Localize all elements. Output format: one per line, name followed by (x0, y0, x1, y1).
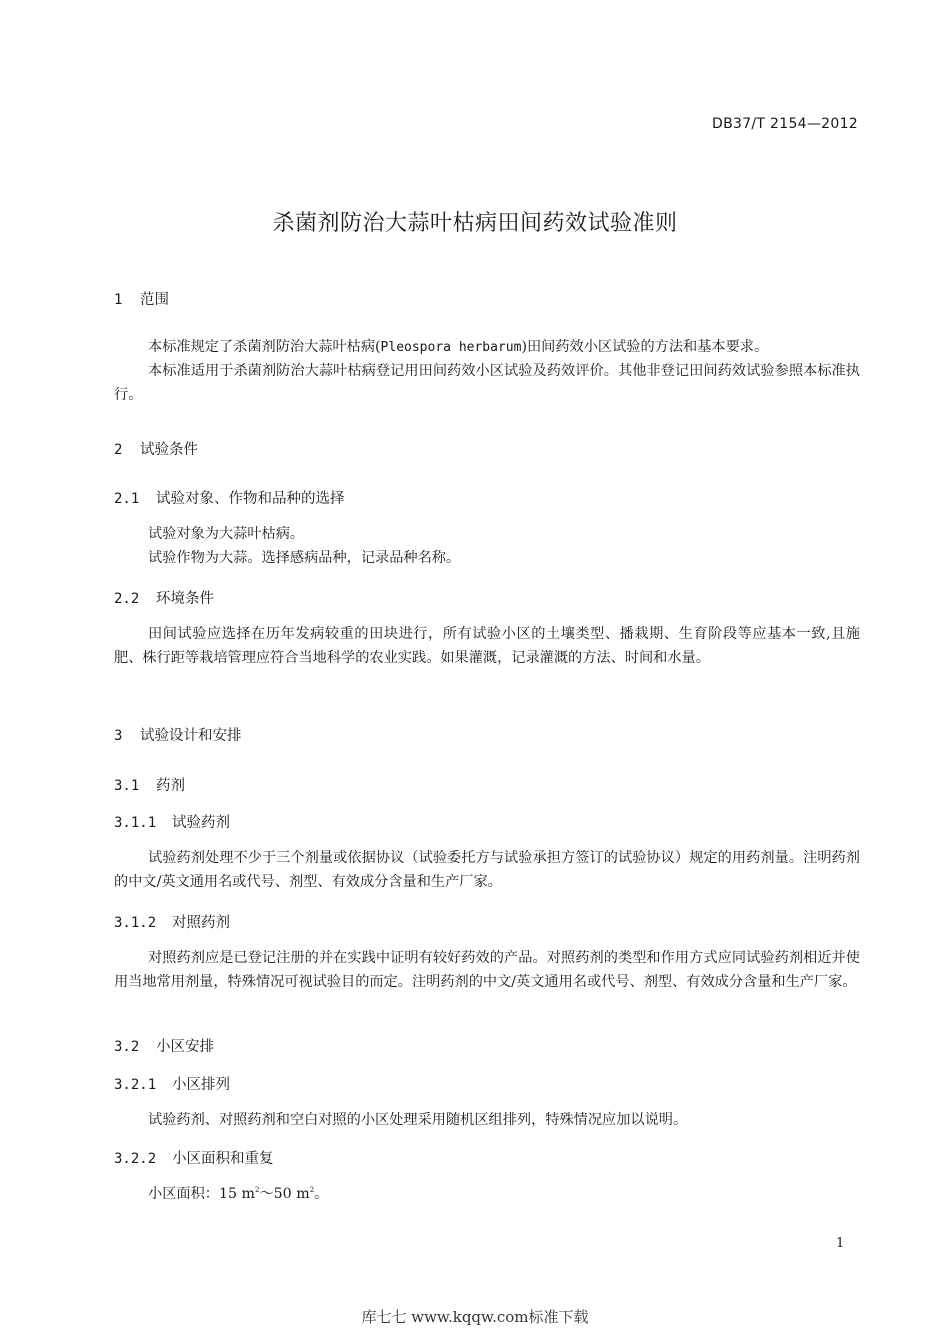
section-number: 3.1 (114, 778, 140, 794)
page-number: 1 (836, 1236, 845, 1251)
section-3-1-1-heading (114, 811, 230, 832)
section-3-1-1-paragraph-1: 试验药剂处理不少于三个剂量或依据协议（试验委托方与试验承担方签订的试验协议）规定的用药剂量。注明药剂的中文/英文通用名或代号、剂型、有效成分含量和生产厂家。 (114, 850, 860, 890)
section-number: 3 (114, 728, 123, 744)
section-title: 小区安排 (156, 1039, 214, 1055)
document-code: DB37/T 2154—2012 (712, 116, 858, 132)
section-number: 3.2.1 (114, 1077, 157, 1093)
section-number: 2.1 (114, 491, 140, 507)
section-2-2-heading (114, 587, 214, 608)
section-2-1-paragraph-1: 试验对象为大蒜叶枯病。 (148, 526, 305, 542)
section-title: 小区面积和重复 (172, 1151, 274, 1167)
section-number: 3.1.2 (114, 915, 157, 931)
section-3-2-heading (114, 1035, 214, 1056)
section-number: 3.1.1 (114, 815, 157, 831)
section-title: 范围 (140, 292, 169, 308)
section-1-paragraph-2: 本标准适用于杀菌剂防治大蒜叶枯病登记用田间药效小区试验及药效评价。其他非登记田间药效试验参照本标准执行。 (114, 363, 860, 403)
section-3-1-2-heading (114, 911, 230, 932)
area-min: 15 m (218, 1186, 255, 1202)
text-run: 小区面积： (148, 1186, 219, 1202)
section-2-1-heading (114, 487, 345, 508)
range-separator: ～ (259, 1186, 274, 1202)
text-run: )田间药效小区试验的方法和基本要求。 (521, 339, 769, 355)
section-3-2-2-heading (114, 1147, 274, 1168)
section-1-heading (114, 288, 169, 309)
section-title: 试验设计和安排 (140, 728, 242, 744)
section-1-paragraph-1 (114, 335, 860, 360)
section-2-heading (114, 438, 198, 459)
text-run: 本标准规定了杀菌剂防治大蒜叶枯病( (148, 339, 381, 355)
section-title: 小区排列 (172, 1077, 230, 1093)
section-title: 试验药剂 (172, 815, 230, 831)
section-3-heading (114, 724, 242, 745)
section-2-2-paragraph-1: 田间试验应选择在历年发病较重的田块进行，所有试验小区的土壤类型、播栽期、生育阶段等应基本一致,且施肥、株行距等栽培管理应符合当地科学的农业实践。如果灌溉，记录灌溉的方法、时间和水量。 (114, 626, 860, 666)
section-2-1-paragraph-2: 试验作物为大蒜。选择感病品种，记录品种名称。 (148, 550, 461, 566)
latin-name: Pleospora herbarum (380, 340, 522, 355)
section-title: 试验条件 (140, 442, 198, 458)
section-number: 3.2 (114, 1039, 140, 1055)
document-title: 杀菌剂防治大蒜叶枯病田间药效试验准则 (272, 211, 678, 236)
section-3-1-2-paragraph-1: 对照药剂应是已登记注册的并在实践中证明有较好药效的产品。对照药剂的类型和作用方式应同试验药剂相近并使用当地常用剂量，特殊情况可视试验目的而定。注明药剂的中文/英文通用名或代号、剂型、有效成分含量和生产厂家。 (114, 950, 860, 990)
text-run: 。 (314, 1186, 329, 1202)
area-max: 50 m (273, 1186, 310, 1202)
section-title: 试验对象、作物和品种的选择 (156, 491, 345, 507)
section-3-2-1-heading (114, 1073, 230, 1094)
superscript: 2 (254, 1186, 260, 1194)
section-3-2-1-paragraph-1: 试验药剂、对照药剂和空白对照的小区处理采用随机区组排列，特殊情况应加以说明。 (148, 1112, 688, 1128)
section-title: 药剂 (156, 778, 185, 794)
footer-watermark: 库七七 www.kqqw.com标准下载 (361, 1308, 589, 1326)
superscript: 2 (309, 1186, 315, 1194)
section-number: 3.2.2 (114, 1151, 157, 1167)
section-3-2-2-paragraph-1 (114, 1182, 860, 1206)
section-3-1-heading (114, 774, 185, 795)
section-title: 对照药剂 (172, 915, 230, 931)
section-number: 2.2 (114, 591, 140, 607)
section-number: 2 (114, 442, 123, 458)
section-number: 1 (114, 292, 123, 308)
section-title: 环境条件 (156, 591, 214, 607)
